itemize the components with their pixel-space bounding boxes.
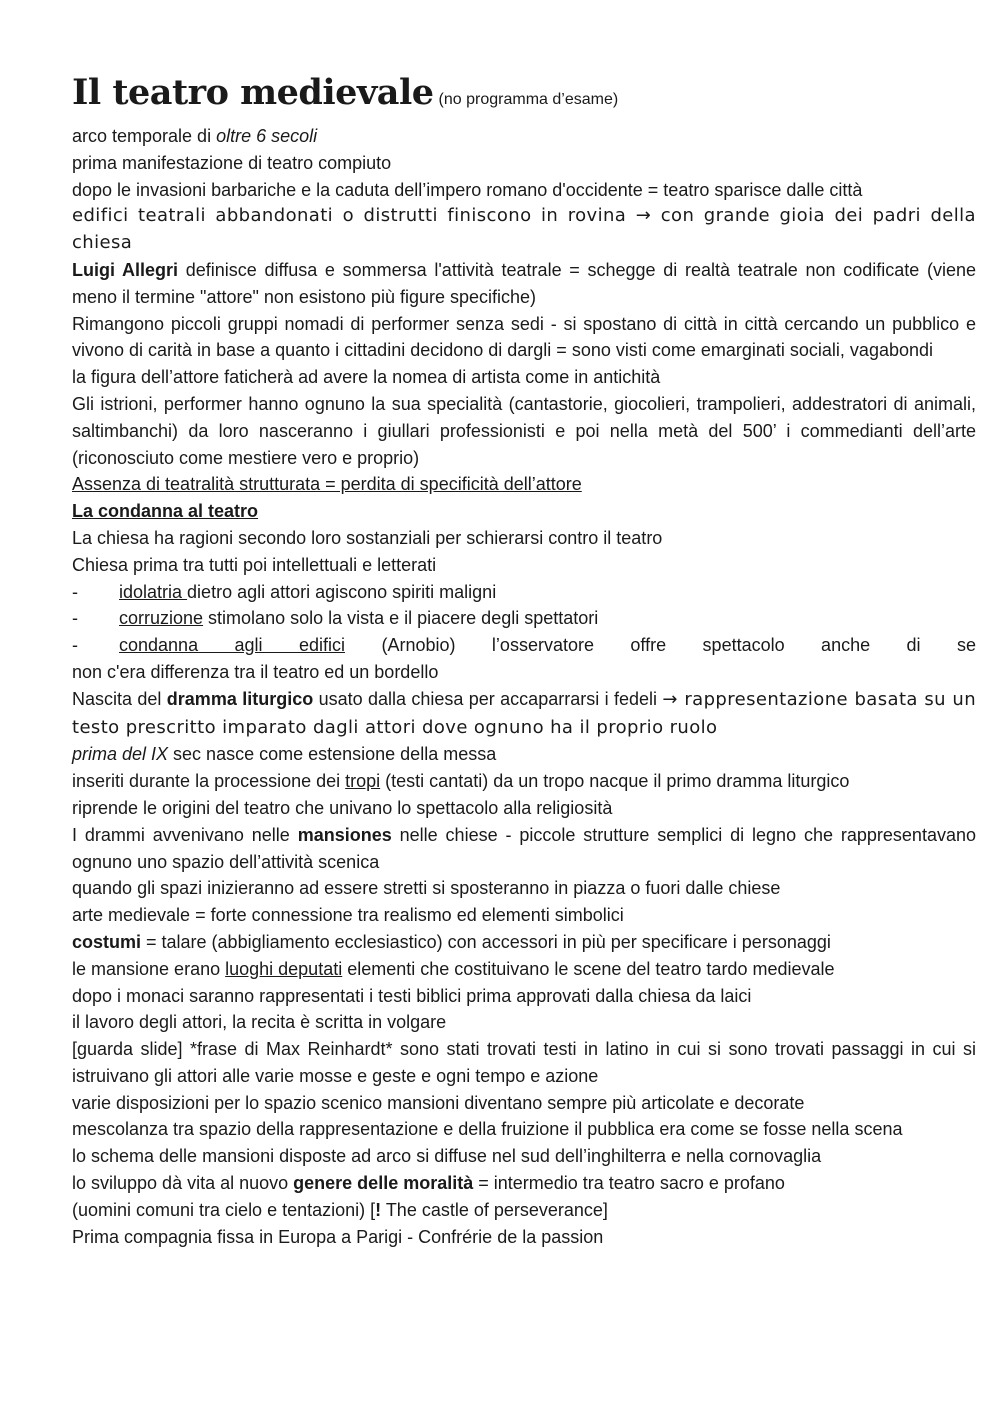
underlined-text: idolatria <box>119 581 188 602</box>
text: (uomini comuni tra cielo e tentazioni) [ <box>72 1199 376 1220</box>
bold-text: mansiones <box>297 824 392 845</box>
text-line <box>72 956 976 983</box>
bold-text: ! <box>375 1199 382 1220</box>
list-dash: - <box>72 635 78 656</box>
underlined-text: corruzione <box>119 608 204 629</box>
italic-text: oltre 6 secoli <box>216 126 318 146</box>
text-line <box>72 929 976 956</box>
title-line <box>72 70 976 123</box>
underlined-text: luoghi deputati <box>225 958 343 979</box>
text: definisce diffusa e sommersa l'attività teatrale = schegge di realtà teatrale non codificate (viene meno il termine "attore" non esistono più figure specifiche) <box>72 259 976 307</box>
text: = intermedio tra teatro sacro e profano <box>473 1173 785 1194</box>
paragraph: Rimangono piccoli gruppi nomadi di performer senza sedi - si spostano di città in città cercando un pubblico e vivono di carità in base a quanto i cittadini decidono di dargli = sono visti come emarginati sociali, vagabondi <box>72 313 976 361</box>
text: arco temporale di <box>72 126 217 146</box>
bold-text: costumi <box>72 931 142 952</box>
bold-text: Luigi Allegri <box>72 259 179 280</box>
text: I drammi avvenivano nelle <box>72 824 298 845</box>
text: Nascita del <box>72 688 167 709</box>
list-item-first-line <box>72 632 976 659</box>
text-line <box>72 741 976 768</box>
text: The castle of perseverance] <box>381 1199 608 1220</box>
list-dash: - <box>72 581 78 602</box>
page-title: Il teatro medievale <box>72 72 434 113</box>
text-line <box>72 1197 976 1224</box>
text-line: il lavoro degli attori, la recita è scritta in volgare <box>72 1012 447 1033</box>
text-line: edifici teatrali abbandonati o distrutti finiscono in rovina → con grande gioia dei padri della chiesa <box>72 205 976 254</box>
text-line <box>72 768 976 795</box>
text: stimolano solo la vista e il piacere degli spettatori <box>203 608 599 629</box>
bold-text: genere delle moralità <box>293 1173 474 1194</box>
text: = talare (abbigliamento ecclesiastico) con accessori in più per specificare i personaggi <box>141 931 831 952</box>
section-heading-text: La condanna al teatro <box>72 501 259 522</box>
text-line: riprende le origini del teatro che univano lo spettacolo alla religiosità <box>72 797 613 818</box>
italic-text: prima del IX <box>72 744 169 765</box>
section-heading <box>72 498 976 525</box>
paragraph: Gli istrioni, performer hanno ognuno la sua specialità (cantastorie, giocolieri, trampolieri, addestratori di animali, saltimbanchi) da loro nasceranno i giullari professionisti e poi nella metà del 500’ i commedianti dell’arte (riconosciuto come mestiere vero e proprio) <box>72 393 976 468</box>
text: (testi cantati) da un tropo nacque il primo dramma liturgico <box>380 771 850 792</box>
text-line <box>72 1170 976 1197</box>
list-item-continuation: non c'era differenza tra il teatro ed un bordello <box>72 661 439 682</box>
text-line: varie disposizioni per lo spazio scenico mansioni diventano sempre più articolate e decorate <box>72 1092 805 1113</box>
list-item <box>72 632 976 686</box>
text-line: quando gli spazi inizieranno ad essere stretti si sposteranno in piazza o fuori dalle chiese <box>72 878 781 899</box>
underlined-text: tropi <box>345 771 381 792</box>
paragraph <box>72 686 976 742</box>
text: le mansione erano <box>72 958 226 979</box>
paragraph: [guarda slide] *frase di Max Reinhardt* sono stati trovati testi in latino in cui si sono trovati passaggi in cui si istruivano gli attori alle varie mosse e geste e ogni tempo e azione <box>72 1039 976 1086</box>
text: (Arnobio) l’osservatore offre spettacolo anche di se <box>345 635 977 656</box>
bold-text: dramma liturgico <box>166 688 314 709</box>
document-page <box>72 70 976 1250</box>
text: → rappresentazione basata su un testo prescritto imparato dagli attori dove ognuno ha il proprio ruolo <box>72 688 977 738</box>
text-line: prima manifestazione di teatro compiuto <box>72 152 392 173</box>
text-line: la figura dell’attore faticherà ad avere la nomea di artista come in antichità <box>72 367 661 388</box>
list-item <box>72 579 976 606</box>
underlined-text: Assenza di teatralità strutturata = perdita di specificità dell’attore <box>72 474 582 495</box>
text-line: Chiesa prima tra tutti poi intellettuali e letterati <box>72 554 437 575</box>
paragraph: mescolanza tra spazio della rappresentazione e della fruizione il pubblica era come se fosse nella scena <box>72 1119 903 1140</box>
text: inseriti durante la processione dei <box>72 771 346 792</box>
text: nelle chiese - piccole strutture semplici di legno che rappresentavano ognuno uno spazio dell’attività scenica <box>72 824 976 872</box>
title-note: (no programma d’esame) <box>438 91 619 108</box>
text-line: lo schema delle mansioni disposte ad arco si diffuse nel sud dell’inghilterra e nella cornovaglia <box>72 1146 822 1167</box>
text-line: dopo i monaci saranno rappresentati i testi biblici prima approvati dalla chiesa da laici <box>72 985 752 1006</box>
list-item <box>72 605 976 632</box>
text-line: arte medievale = forte connessione tra realismo ed elementi simbolici <box>72 905 624 926</box>
text: sec nasce come estensione della messa <box>168 744 497 765</box>
paragraph <box>72 257 976 311</box>
text-line: dopo le invasioni barbariche e la caduta dell’impero romano d'occidente = teatro sparisce dalle città <box>72 179 863 200</box>
text-line <box>72 123 976 150</box>
text-line: Prima compagnia fissa in Europa a Parigi - Confrérie de la passion <box>72 1226 604 1247</box>
paragraph <box>72 822 976 876</box>
text-line: La chiesa ha ragioni secondo loro sostanziali per schierarsi contro il teatro <box>72 527 663 548</box>
text: lo sviluppo dà vita al nuovo <box>72 1173 294 1194</box>
underlined-text: condanna agli edifici <box>119 635 346 656</box>
text: elementi che costituivano le scene del teatro tardo medievale <box>342 958 835 979</box>
list-dash: - <box>72 608 78 629</box>
text-line <box>72 471 976 498</box>
text: dietro agli attori agiscono spiriti maligni <box>187 581 497 602</box>
text: usato dalla chiesa per accaparrarsi i fedeli <box>313 688 663 709</box>
